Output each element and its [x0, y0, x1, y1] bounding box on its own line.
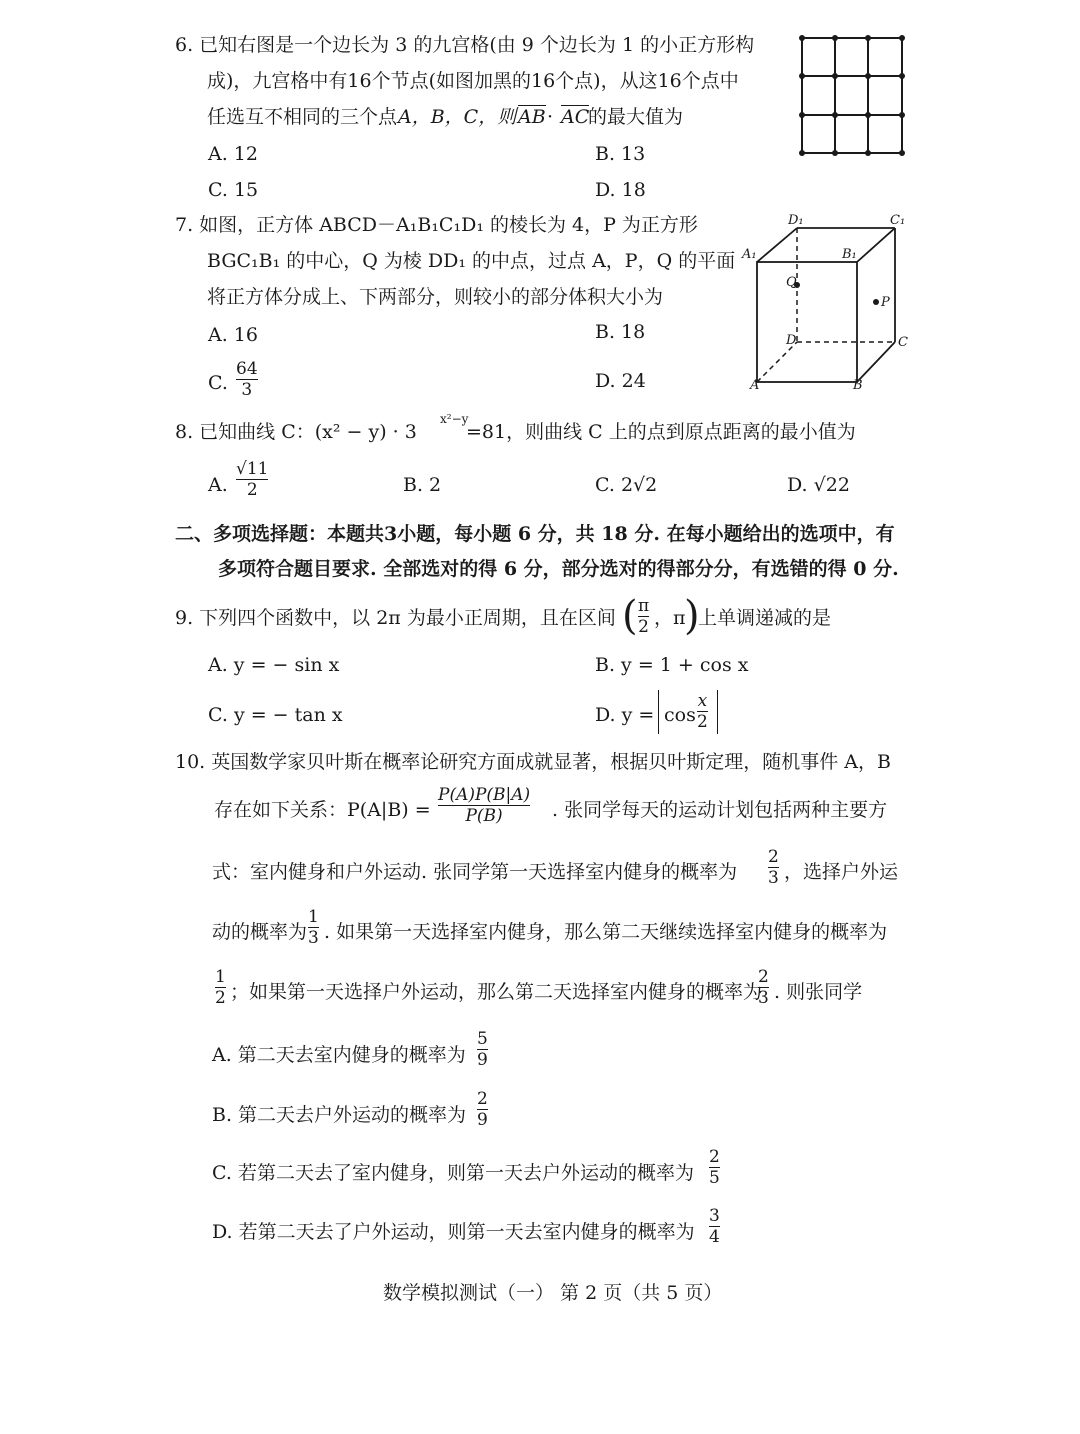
- q7-line2: BGC₁B₁ 的中心，Q 为棱 DD₁ 的中点，过点 A，P，Q 的平面: [207, 250, 736, 272]
- q6-vector-ac: [561, 105, 589, 129]
- q10-frac1: [768, 848, 779, 887]
- q6-option-d: D. 18: [595, 179, 646, 201]
- q9-option-a: A. y = − sin x: [208, 654, 340, 676]
- q8-line1: 8. 已知曲线 C：(x² − y) · 3: [175, 421, 417, 443]
- q9-line1a: 9. 下列四个函数中，以 2π 为最小正周期，且在区间: [175, 607, 616, 629]
- q10-option-b-den: 9: [477, 1110, 488, 1130]
- q8-option-a-fraction: [236, 460, 268, 499]
- q8-option-b: B. 2: [403, 474, 442, 496]
- q9-interval-fraction: [638, 597, 649, 636]
- q10-option-b: B. 第二天去户外运动的概率为: [212, 1104, 467, 1126]
- q6-line1: 6. 已知右图是一个边长为 3 的九宫格(由 9 个边长为 1 的小正方形构: [175, 34, 755, 56]
- q7-option-c-den: 3: [241, 380, 253, 400]
- q8-exponent: x²−y: [440, 412, 469, 426]
- q10-option-a: A. 第二天去室内健身的概率为: [212, 1044, 466, 1066]
- q6-grid-figure: [800, 36, 910, 156]
- q10-option-b-num: 2: [477, 1089, 488, 1109]
- q10-option-c: C. 若第二天去了室内健身，则第一天去户外运动的概率为: [212, 1162, 694, 1184]
- q6-option-b: B. 13: [595, 143, 646, 165]
- q10-frac3-den: 2: [215, 988, 226, 1008]
- q10-frac3: [215, 968, 226, 1007]
- q10-frac2-num: 1: [308, 907, 319, 927]
- q8-option-a-num: √11: [236, 459, 269, 479]
- q10-option-d-num: 3: [709, 1206, 720, 1226]
- q7-line3: 将正方体分成上、下两部分，则较小的部分体积大小为: [207, 286, 664, 308]
- cube-label-c1: C₁: [890, 213, 906, 228]
- q10-line5b: . 则张同学: [774, 981, 863, 1003]
- q8-option-a-den: 2: [246, 480, 258, 500]
- q10-bayes-den: P(B): [465, 806, 503, 826]
- q6-option-a: A. 12: [208, 143, 258, 165]
- q9-int-den: 2: [638, 617, 649, 637]
- q9-left-paren: (: [622, 593, 638, 639]
- q7-option-c-num: 64: [236, 359, 258, 379]
- q7-option-a: A. 16: [208, 324, 258, 346]
- q9-option-d-fraction: [697, 692, 708, 731]
- q7-option-b: B. 18: [595, 321, 646, 343]
- q8-line1b: =81，则曲线 C 上的点到原点距离的最小值为: [466, 421, 856, 443]
- q9-line1b: 上单调递减的是: [698, 607, 832, 629]
- q7-cube-figure: [740, 210, 910, 393]
- q6-option-c: C. 15: [208, 179, 259, 201]
- q10-option-d: D. 若第二天去了户外运动，则第一天去室内健身的概率为: [212, 1221, 695, 1243]
- q10-option-c-num: 2: [709, 1147, 720, 1167]
- q6-vec-ab-text: AB: [518, 106, 546, 128]
- q10-option-a-den: 9: [477, 1050, 488, 1070]
- q10-frac1-den: 3: [768, 868, 779, 888]
- q7-option-c-label: C.: [208, 372, 228, 394]
- cube-label-a1: A₁: [742, 247, 757, 262]
- cube-label-d: D: [786, 333, 797, 348]
- q8-option-c: C. 2√2: [595, 474, 658, 496]
- q10-option-c-fraction: [709, 1148, 720, 1187]
- q10-bayes-num: P(A)P(B|A): [438, 785, 531, 805]
- q10-frac4-den: 3: [758, 988, 769, 1008]
- section2-line2: 多项符合题目要求. 全部选对的得 6 分，部分选对的得部分分，有选错的得 0 分.: [218, 558, 899, 580]
- cube-label-b: B: [853, 378, 863, 393]
- q9-option-d-label: D. y =: [595, 704, 655, 726]
- q10-option-b-fraction: [477, 1090, 488, 1129]
- q7-option-c-fraction: [236, 360, 258, 399]
- q10-line1: 10. 英国数学家贝叶斯在概率论研究方面成就显著，根据贝叶斯定理，随机事件 A，B: [175, 751, 891, 773]
- q10-line5a: ；如果第一天选择户外运动，那么第二天选择室内健身的概率为: [230, 981, 763, 1003]
- q10-frac2-den: 3: [308, 928, 319, 948]
- cube-label-c: C: [898, 335, 908, 350]
- cube-label-d1: D₁: [788, 213, 804, 228]
- q10-frac4: [758, 968, 769, 1007]
- q10-line4a: 动的概率为: [212, 921, 308, 943]
- q10-line4b: . 如果第一天选择室内健身，那么第二天继续选择室内健身的概率为: [324, 921, 888, 943]
- q9-int-rest: ，π: [654, 607, 686, 629]
- q10-line2b: . 张同学每天的运动计划包括两种主要方: [552, 799, 888, 821]
- q9-right-paren: ): [684, 593, 700, 639]
- q10-line2a: 存在如下关系：P(A|B) =: [214, 799, 431, 821]
- q10-option-c-den: 5: [709, 1168, 720, 1188]
- q10-option-a-fraction: [477, 1030, 488, 1069]
- q6-line3a: 任选互不相同的三个点: [207, 106, 398, 128]
- q9-option-c: C. y = − tan x: [208, 704, 343, 726]
- q10-frac1-num: 2: [768, 847, 779, 867]
- q6-vec-ac-text: AC: [561, 106, 590, 128]
- q9-option-d-num: x: [697, 691, 708, 711]
- q10-frac4-num: 2: [758, 967, 769, 987]
- q10-frac3-num: 1: [215, 967, 226, 987]
- cube-label-a: A: [750, 378, 760, 393]
- q7-option-d: D. 24: [595, 370, 646, 392]
- q8-option-a-label: A.: [208, 474, 228, 496]
- page-footer: 数学模拟测试（一） 第 2 页（共 5 页）: [383, 1282, 723, 1304]
- q9-int-num: π: [638, 596, 650, 616]
- q9-option-d-cos: cos: [664, 704, 696, 726]
- q6-line2: 成)，九宫格中有16个节点(如图加黑的16个点)，从这16个点中: [207, 70, 739, 92]
- cube-label-b1: B₁: [842, 247, 857, 262]
- q6-vector-ab: [518, 105, 546, 129]
- q8-option-d: D. √22: [787, 474, 850, 496]
- q6-line3b: A，B，C，则: [398, 106, 517, 128]
- cube-label-q: Q: [786, 275, 797, 290]
- q6-line3c: 的最大值为: [588, 106, 684, 128]
- q10-option-a-num: 5: [477, 1029, 488, 1049]
- q10-frac2: [308, 908, 319, 947]
- q10-bayes-fraction: [438, 786, 530, 825]
- q10-option-d-fraction: [709, 1207, 720, 1246]
- cube-label-p: P: [881, 295, 890, 310]
- q10-line3b: ，选择户外运: [784, 861, 899, 883]
- section2-line1: 二、多项选择题：本题共3小题，每小题 6 分，共 18 分. 在每小题给出的选项中，有: [175, 523, 895, 545]
- q7-line1: 7. 如图，正方体 ABCD－A₁B₁C₁D₁ 的棱长为 4，P 为正方形: [175, 214, 698, 236]
- q9-option-b: B. y = 1 + cos x: [595, 654, 749, 676]
- q9-option-d-den: 2: [697, 712, 708, 732]
- q10-line3a: 式：室内健身和户外运动. 张同学第一天选择室内健身的概率为: [212, 861, 738, 883]
- q10-option-d-den: 4: [709, 1227, 720, 1247]
- q6-dot: ·: [547, 106, 554, 128]
